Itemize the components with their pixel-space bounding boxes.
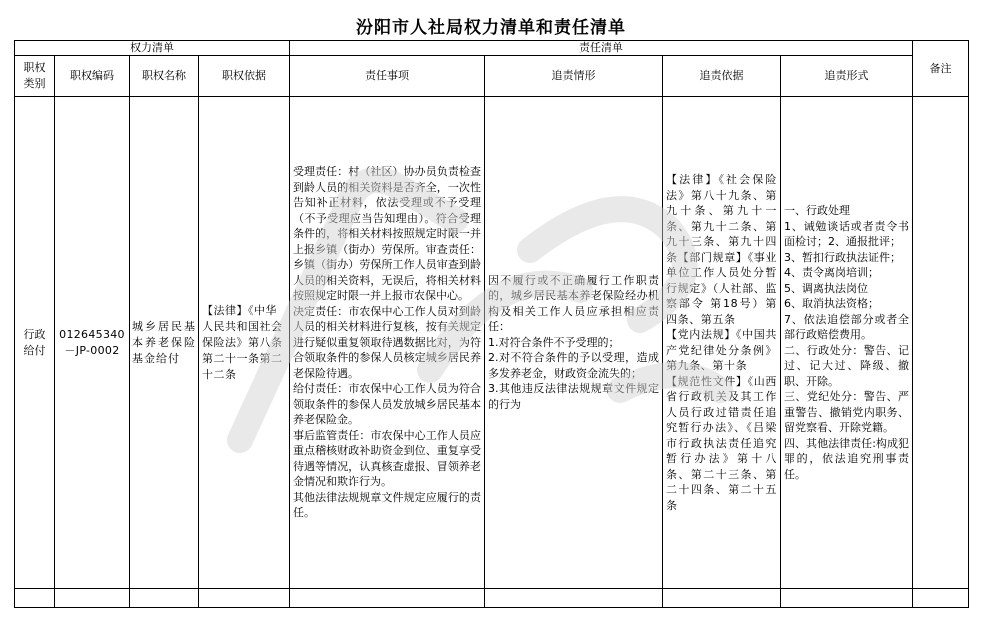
code-cell [55, 97, 130, 589]
basis-header: 职权依据 [199, 56, 290, 97]
items-header: 责任事项 [290, 56, 485, 97]
items-cell [290, 97, 485, 589]
form-line: 6、取消执法资格； [784, 297, 879, 310]
name-header: 职权名称 [130, 56, 199, 97]
remarks-cell [913, 97, 969, 589]
item-paragraph: 决定责任：市农保中心工作人员对到龄人员的相关材料进行复核，按有关规定进行疑似重复领取待遇数据比对，为符合领取条件的参保人员核定城乡居民养老保险待遇。 [293, 304, 481, 380]
forms-header: 追责形式 [781, 56, 913, 97]
form-line: 5、调离执法岗位 [784, 281, 868, 295]
name-cell: 城乡居民基本养老保险基金给付 [130, 97, 199, 589]
basis-paragraph: 【规范性文件】《山西省行政机关及其工作人员行政过错责任追究暂行办法》、《吕梁市行政执法责任追究暂行办法》第十八条、第二十三条、第二十四条、第二十五条 [666, 374, 777, 512]
form-line: 四、其他法律责任:构成犯罪的，依法追究刑事责任。 [784, 436, 909, 481]
empty-cell [130, 589, 199, 608]
empty-cell [15, 589, 55, 608]
item-paragraph: 事后监管责任：市农保中心工作人员应重点稽核财政补助资金到位、重复享受待遇等情况，认真核查虚报、冒领养老金情况和欺诈行为。 [293, 428, 481, 489]
empty-cell [199, 589, 290, 608]
category-header [15, 56, 55, 97]
item-paragraph: 受理责任：村（社区）协办员负责检查到龄人员的相关资料是否齐全，一次性告知补正材料，依法受理或不予受理（不予受理应当告知理由）。符合受理条件的，将相关材料按照规定时限一并上报乡镇（街办）劳保所。审查责任：乡镇（街办）劳保所工作人员审查到龄人员的相关资料，无误后，将相关材料按照规定时限一并上报市农保中心。 [293, 165, 481, 303]
empty-cell [663, 589, 781, 608]
situations-cell [485, 97, 663, 589]
empty-cell [781, 589, 913, 608]
remarks-header: 备注 [913, 41, 969, 97]
item-paragraph: 给付责任：市农保中心工作人员为符合领取条件的参保人员发放城乡居民基本养老保险金。 [293, 382, 481, 427]
accountability-basis-header: 追责依据 [663, 56, 781, 97]
form-line: 4、责令离岗培训； [784, 266, 879, 279]
form-line: 1、诫勉谈话或者责令书面检讨；2、通报批评； [784, 219, 909, 248]
empty-cell [485, 589, 663, 608]
situations-header: 追责情形 [485, 56, 663, 97]
table-row [15, 97, 969, 589]
form-line: 二、行政处分：警告、记过、记大过、降级、撤职、开除。 [784, 343, 909, 388]
form-line: 3、暂扣行政执法证件； [784, 250, 901, 264]
category-cell [15, 97, 55, 589]
situation-line: 3.其他违反法律法规规章文件规定的行为 [488, 382, 659, 411]
form-line: 三、党纪处分：警告、严重警告、撤销党内职务、留党察看、开除党籍。 [784, 390, 909, 434]
code-header: 职权编码 [55, 56, 130, 97]
item-paragraph: 其他法律法规规章文件规定应履行的责任。 [293, 490, 481, 520]
empty-cell [913, 589, 969, 608]
basis-paragraph: 【法律】《社会保险法》第八十九条、第九十条、第九十一条、第九十二条、第九十三条、第九十四条【部门规章】《事业单位工作人员处分暂行规定》（人社部、监察部令 第18号）第四条、第五条 [666, 173, 777, 326]
category-value: 行政给付 [23, 327, 46, 357]
empty-row [15, 589, 969, 608]
basis-paragraph: 【党内法规】《中国共产党纪律处分条例》第九条、第十条 [666, 328, 777, 372]
column-header-row [15, 56, 969, 97]
code-value: 012645340－JP-0002 [59, 327, 125, 357]
empty-cell [290, 589, 485, 608]
group-header-row [15, 41, 969, 56]
basis-cell: 【法律】《中华人民共和国社会保险法》第八条第二十一条第二十二条 [199, 97, 290, 589]
responsibility-list-header: 责任清单 [290, 41, 913, 56]
form-line: 7、依法追偿部分或者全部行政赔偿费用。 [784, 312, 909, 341]
forms-cell [781, 97, 913, 589]
situation-line: 1.对符合条件不予受理的； [488, 335, 620, 349]
power-list-header: 权力清单 [15, 41, 290, 56]
page-title: 汾阳市人社局权力清单和责任清单 [356, 18, 626, 38]
accountability-basis-cell [663, 97, 781, 589]
category-header-label: 职权类别 [23, 61, 46, 90]
situation-line: 2.对不符合条件的予以受理，造成多发养老金，财政资金流失的； [488, 351, 659, 380]
empty-cell [55, 589, 130, 608]
form-line: 一、行政处理 [784, 204, 850, 217]
responsibility-table [14, 40, 969, 608]
situation-line: 因不履行或不正确履行工作职责的，城乡居民基本养老保险经办机构及相关工作人员应承担相应责任： [488, 273, 659, 334]
